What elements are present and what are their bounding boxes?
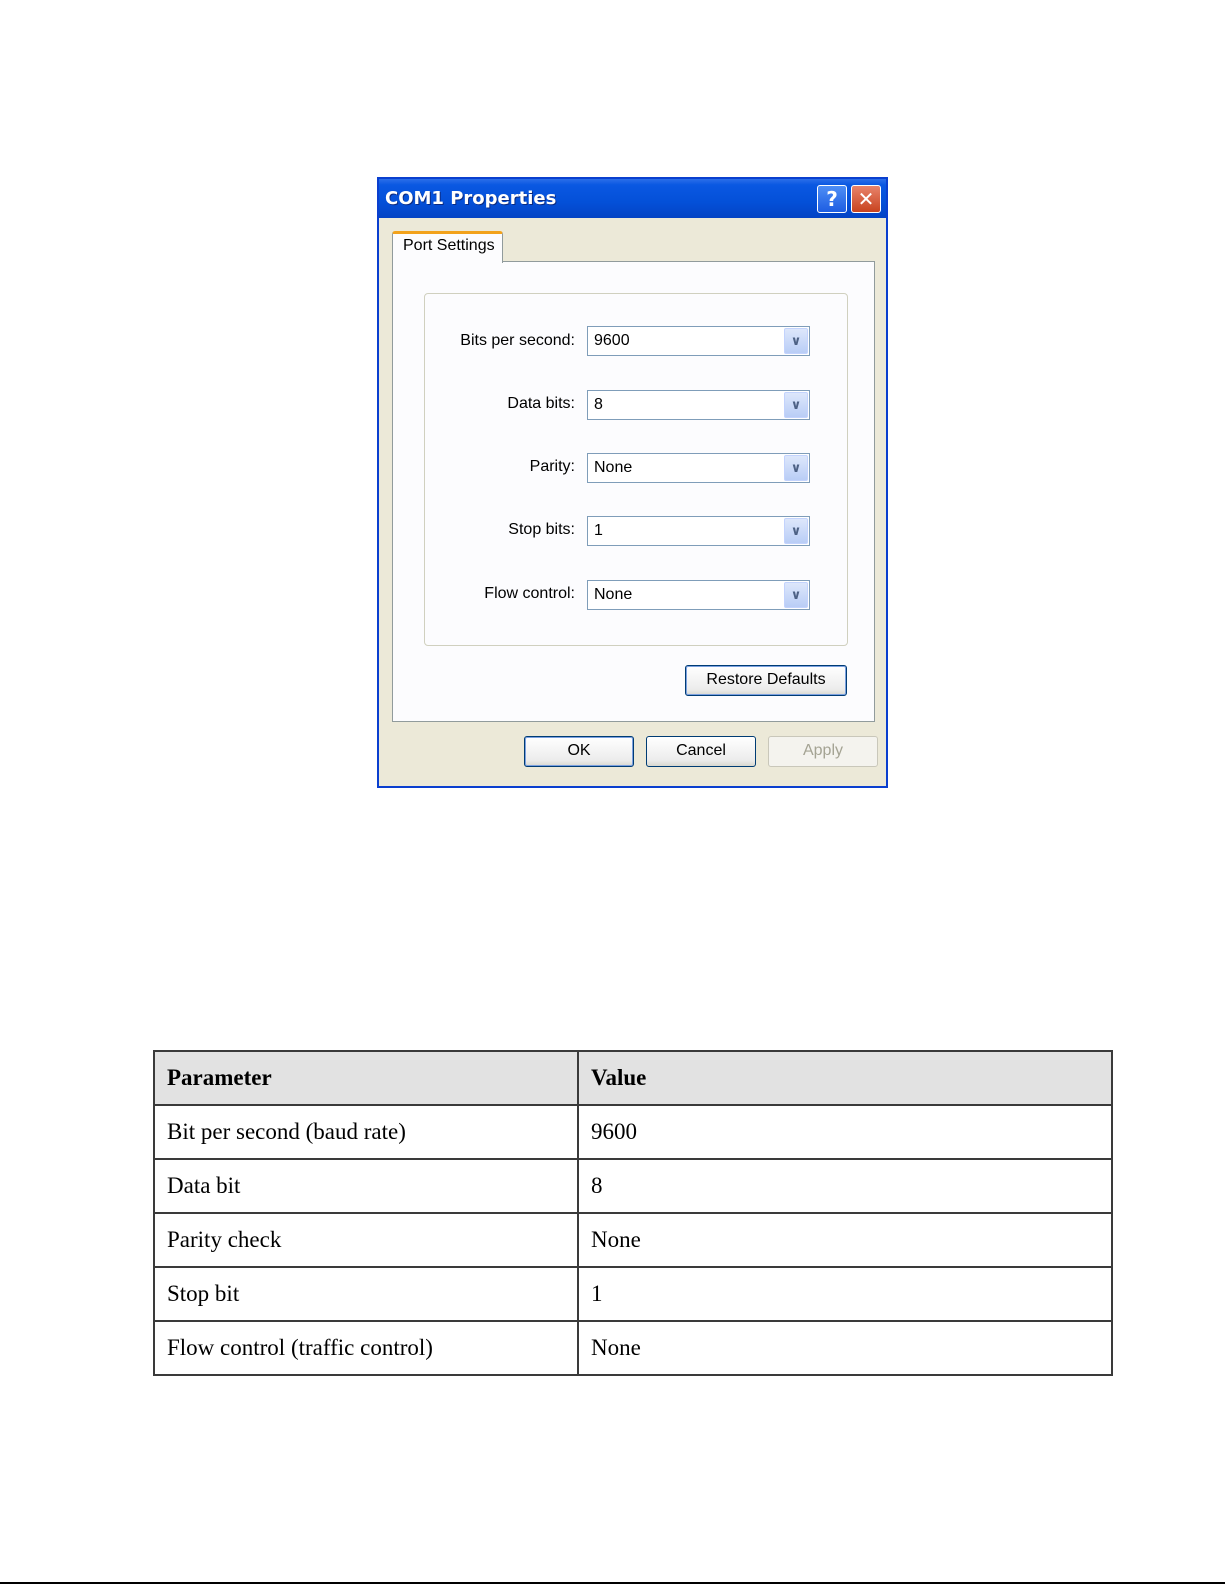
com1-properties-dialog xyxy=(377,177,888,788)
parity-select[interactable] xyxy=(587,453,810,483)
table-header-row xyxy=(154,1051,1112,1105)
table-row xyxy=(154,1159,1112,1213)
bits-per-second-select[interactable] xyxy=(587,326,810,356)
tab-port-settings[interactable]: Port Settings xyxy=(392,231,503,263)
value-cell: 1 xyxy=(578,1267,1112,1321)
value-cell: 8 xyxy=(578,1159,1112,1213)
table-row xyxy=(154,1213,1112,1267)
chevron-down-icon[interactable]: ∨ xyxy=(784,328,808,354)
flow-control-value: None xyxy=(594,586,633,603)
parity-label: Parity: xyxy=(529,458,575,475)
data-bits-value: 8 xyxy=(594,396,603,413)
restore-defaults-button[interactable]: Restore Defaults xyxy=(685,665,847,696)
bits-per-second-value: 9600 xyxy=(594,332,630,349)
data-bits-label: Data bits: xyxy=(507,395,575,412)
data-bits-select[interactable] xyxy=(587,390,810,420)
parity-value: None xyxy=(594,459,633,476)
value-cell: None xyxy=(578,1321,1112,1375)
stop-bits-value: 1 xyxy=(594,522,603,539)
port-settings-panel xyxy=(392,261,875,722)
parameter-cell: Stop bit xyxy=(154,1267,578,1321)
chevron-down-icon[interactable]: ∨ xyxy=(784,455,808,481)
flow-control-select[interactable] xyxy=(587,580,810,610)
parameter-cell: Bit per second (baud rate) xyxy=(154,1105,578,1159)
apply-button[interactable]: Apply xyxy=(768,736,878,767)
help-button[interactable]: ? xyxy=(817,185,847,213)
column-header-parameter: Parameter xyxy=(154,1051,578,1105)
column-header-value: Value xyxy=(578,1051,1112,1105)
stop-bits-label: Stop bits: xyxy=(508,521,575,538)
title-bar[interactable] xyxy=(379,179,886,218)
parameter-cell: Data bit xyxy=(154,1159,578,1213)
value-cell: None xyxy=(578,1213,1112,1267)
bits-per-second-label: Bits per second: xyxy=(460,332,575,349)
table-row xyxy=(154,1321,1112,1375)
value-cell: 9600 xyxy=(578,1105,1112,1159)
chevron-down-icon[interactable]: ∨ xyxy=(784,582,808,608)
cancel-button[interactable]: Cancel xyxy=(646,736,756,767)
close-button[interactable]: ✕ xyxy=(851,185,881,213)
parameter-cell: Parity check xyxy=(154,1213,578,1267)
table-row xyxy=(154,1105,1112,1159)
page-bottom-rule xyxy=(0,1582,1225,1584)
port-settings-group xyxy=(424,293,848,646)
flow-control-label: Flow control: xyxy=(484,585,575,602)
table-row xyxy=(154,1267,1112,1321)
chevron-down-icon[interactable]: ∨ xyxy=(784,518,808,544)
ok-button[interactable]: OK xyxy=(524,736,634,767)
parameter-cell: Flow control (traffic control) xyxy=(154,1321,578,1375)
stop-bits-select[interactable] xyxy=(587,516,810,546)
dialog-title: COM1 Properties xyxy=(385,188,557,209)
chevron-down-icon[interactable]: ∨ xyxy=(784,392,808,418)
serial-parameters-table xyxy=(153,1050,1113,1376)
